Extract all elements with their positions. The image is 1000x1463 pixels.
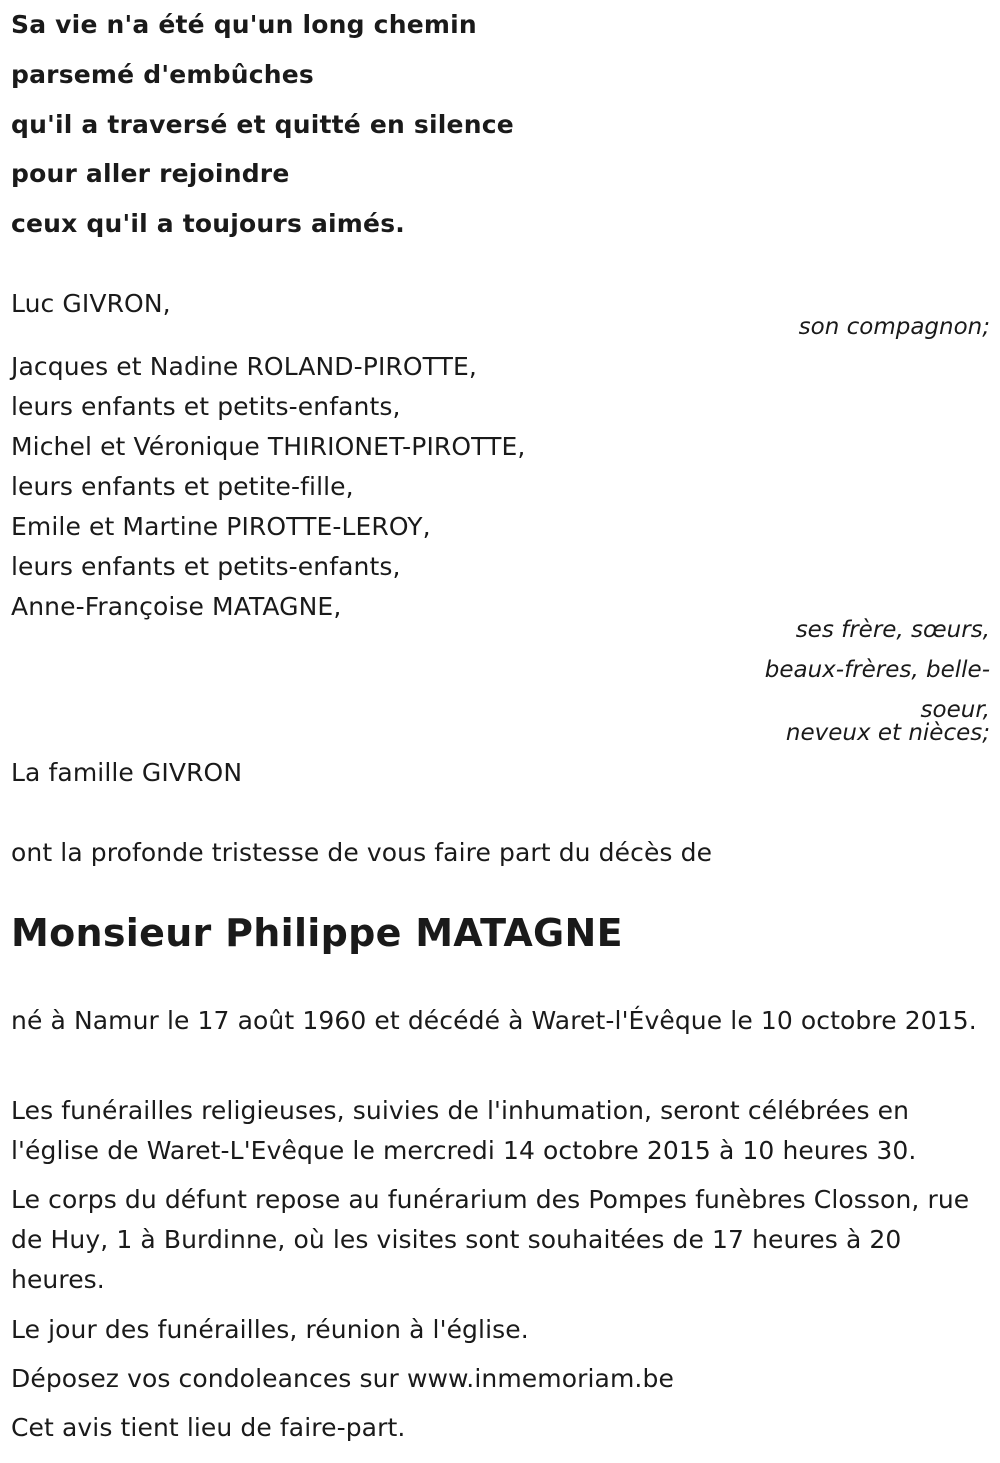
relation-line: soeur, <box>920 697 990 723</box>
family-line: Michel et Véronique THIRIONET-PIROTTE, <box>11 432 526 461</box>
announcement: ont la profonde tristesse de vous faire part du décès de <box>11 838 713 867</box>
family-line: Jacques et Nadine ROLAND-PIROTTE, <box>11 352 477 381</box>
poem-line: Sa vie n'a été qu'un long chemin <box>11 10 477 39</box>
birth-death-paragraph: né à Namur le 17 août 1960 et décédé à Waret-l'Évêque le 10 octobre 2015. <box>11 1006 977 1035</box>
poem-line: pour aller rejoindre <box>11 159 290 188</box>
family-line: Anne-Françoise MATAGNE, <box>11 592 342 621</box>
relation-line: ses frère, sœurs, <box>795 617 990 643</box>
family-line: Emile et Martine PIROTTE-LEROY, <box>11 512 431 541</box>
condolences-paragraph: Déposez vos condoleances sur www.inmemoriam.be <box>11 1364 674 1393</box>
deceased-name: Monsieur Philippe MATAGNE <box>11 911 623 955</box>
family-line: leurs enfants et petits-enfants, <box>11 552 401 581</box>
relation-line: beaux-frères, belle- <box>764 657 990 683</box>
meeting-paragraph: Le jour des funérailles, réunion à l'église. <box>11 1315 529 1344</box>
family-line: leurs enfants et petite-fille, <box>11 472 354 501</box>
poem-line: parsemé d'embûches <box>11 60 314 89</box>
notice-paragraph: Cet avis tient lieu de faire-part. <box>11 1413 406 1442</box>
funerarium-paragraph: Le corps du défunt repose au funérarium des Pompes funèbres Closson, rue de Huy, 1 à Burdinne, où les visites sont souhaitées de 17 heures à 20 heures. <box>11 1185 970 1294</box>
funeral-paragraph: Les funérailles religieuses, suivies de l'inhumation, seront célébrées en l'église de Waret-L'Evêque le mercredi 14 octobre 2015 à 10 heures 30. <box>11 1096 917 1165</box>
poem-line: qu'il a traversé et quitté en silence <box>11 110 514 139</box>
givron-family: La famille GIVRON <box>11 758 243 787</box>
family-line: leurs enfants et petits-enfants, <box>11 392 401 421</box>
poem-line: ceux qu'il a toujours aimés. <box>11 209 405 238</box>
relation-line: neveux et nièces; <box>785 720 990 746</box>
companion-name: Luc GIVRON, <box>11 289 171 318</box>
companion-relation: son compagnon; <box>798 314 990 340</box>
